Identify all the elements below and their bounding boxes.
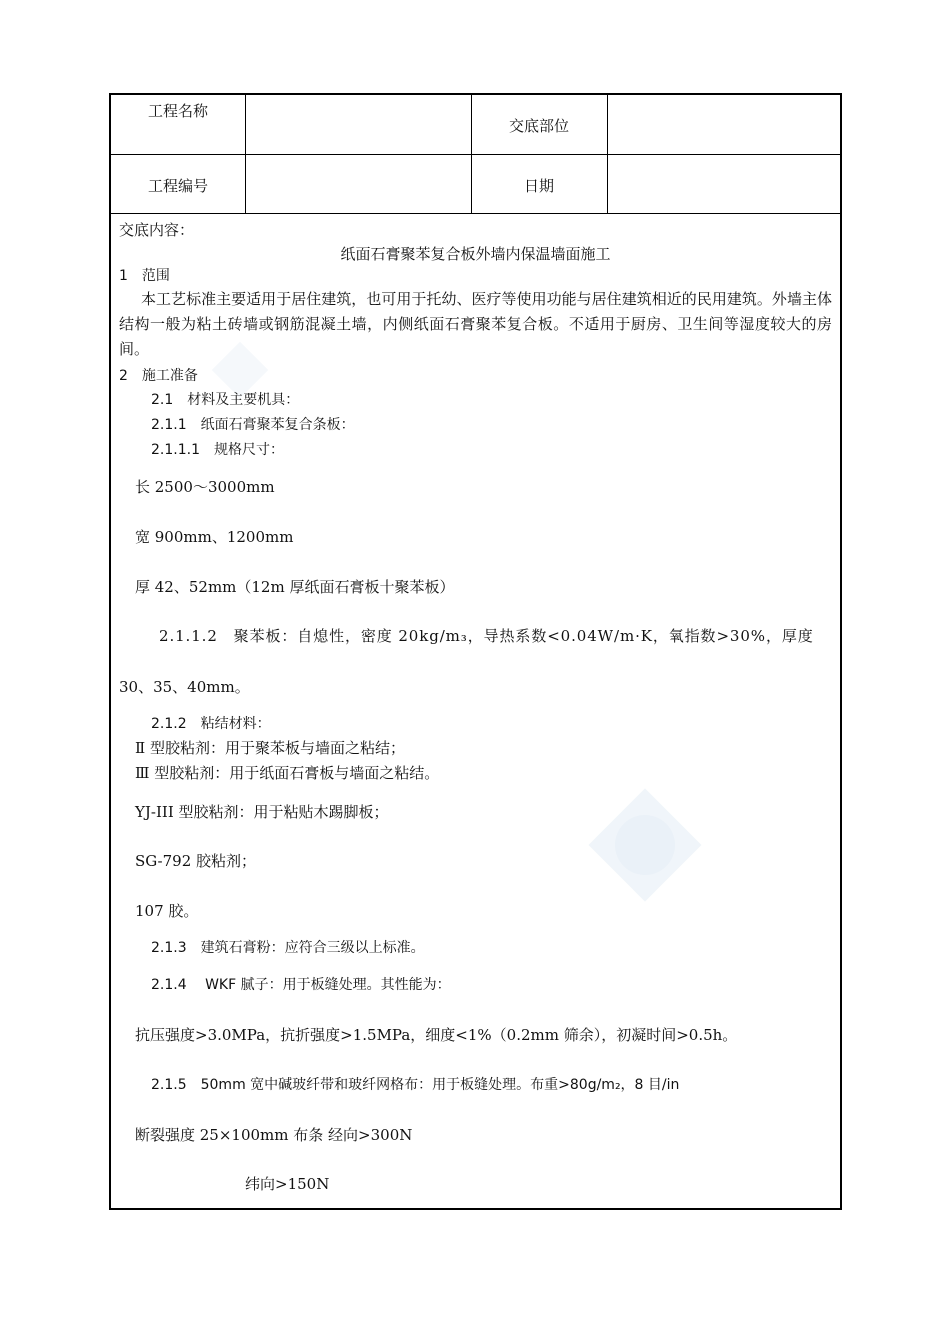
section-2-1-2: 2.1.2 粘结材料： [151, 716, 271, 732]
disclosure-form [109, 93, 842, 1210]
section-1-heading: 1 范围 [119, 268, 170, 284]
section-2-1-3: 2.1.3 建筑石膏粉：应符合三级以上标准。 [151, 940, 425, 956]
putty-properties: 抗压强度>3.0MPa，抗折强度>1.5MPa，细度<1%（0.2mm 筛余），初凝时间>0.5h。 [135, 1026, 738, 1044]
section-2-heading: 2 施工准备 [119, 368, 198, 384]
tensile-warp: 断裂强度 25×100mm 布条 经向>300N [135, 1126, 413, 1144]
project-no-label: 工程编号 [147, 177, 208, 195]
location-label: 交底部位 [508, 117, 569, 135]
section-2-1-1-1: 2.1.1.1 规格尺寸： [151, 442, 284, 458]
document-title: 纸面石膏聚苯复合板外墙内保温墙面施工 [340, 245, 611, 263]
row-divider [111, 154, 840, 155]
glue-sg-792: SG-792 胶粘剂； [135, 852, 257, 870]
section-2-1-1: 2.1.1 纸面石膏聚苯复合条板： [151, 417, 355, 433]
section-2-1-4: 2.1.4 WKF 腻子：用于板缝处理。其性能为： [151, 977, 451, 993]
col-divider [607, 95, 608, 213]
section-2-1: 2.1 材料及主要机具： [151, 392, 300, 408]
col-divider [245, 95, 246, 213]
glue-107: 107 胶。 [135, 902, 199, 920]
spec-width: 宽 900mm、1200mm [135, 528, 294, 546]
section-2-1-1-2: 2.1.1.2 聚苯板：自熄性，密度 20kg/m₃，导热系数<0.04W/m·K，氧指数>30%，厚度 [159, 627, 814, 645]
glue-yj-iii: YJ-III 型胶粘剂：用于粘贴木踢脚板； [135, 803, 389, 821]
project-name-label: 工程名称 [147, 102, 208, 120]
row-divider [111, 213, 840, 214]
section-2-1-5: 2.1.5 50mm 宽中碱玻纤带和玻纤网格布：用于板缝处理。布重>80g/m₂，8 目/in [151, 1077, 680, 1093]
spec-thickness: 厚 42、52mm（12m 厚纸面石膏板十聚苯板） [135, 578, 455, 596]
section-2-1-1-2-cont: 30、35、40mm。 [119, 678, 250, 696]
spec-length: 长 2500～3000mm [135, 478, 275, 496]
section-1-paragraph: 本工艺标准主要适用于居住建筑，也可用于托幼、医疗等使用功能与居住建筑相近的民用建筑。外墙主体结构一般为粘土砖墙或钢筋混凝土墙，内侧纸面石膏聚苯复合板。不适用于厨房、卫生间等湿度较大的房间。 [119, 290, 832, 358]
tensile-weft: 纬向>150N [245, 1175, 330, 1193]
glue-type-iii: Ⅲ 型胶粘剂：用于纸面石膏板与墙面之粘结。 [135, 764, 440, 782]
glue-type-ii: Ⅱ 型胶粘剂：用于聚苯板与墙面之粘结； [135, 739, 405, 757]
date-label: 日期 [523, 177, 554, 195]
intro-label: 交底内容： [119, 221, 195, 239]
